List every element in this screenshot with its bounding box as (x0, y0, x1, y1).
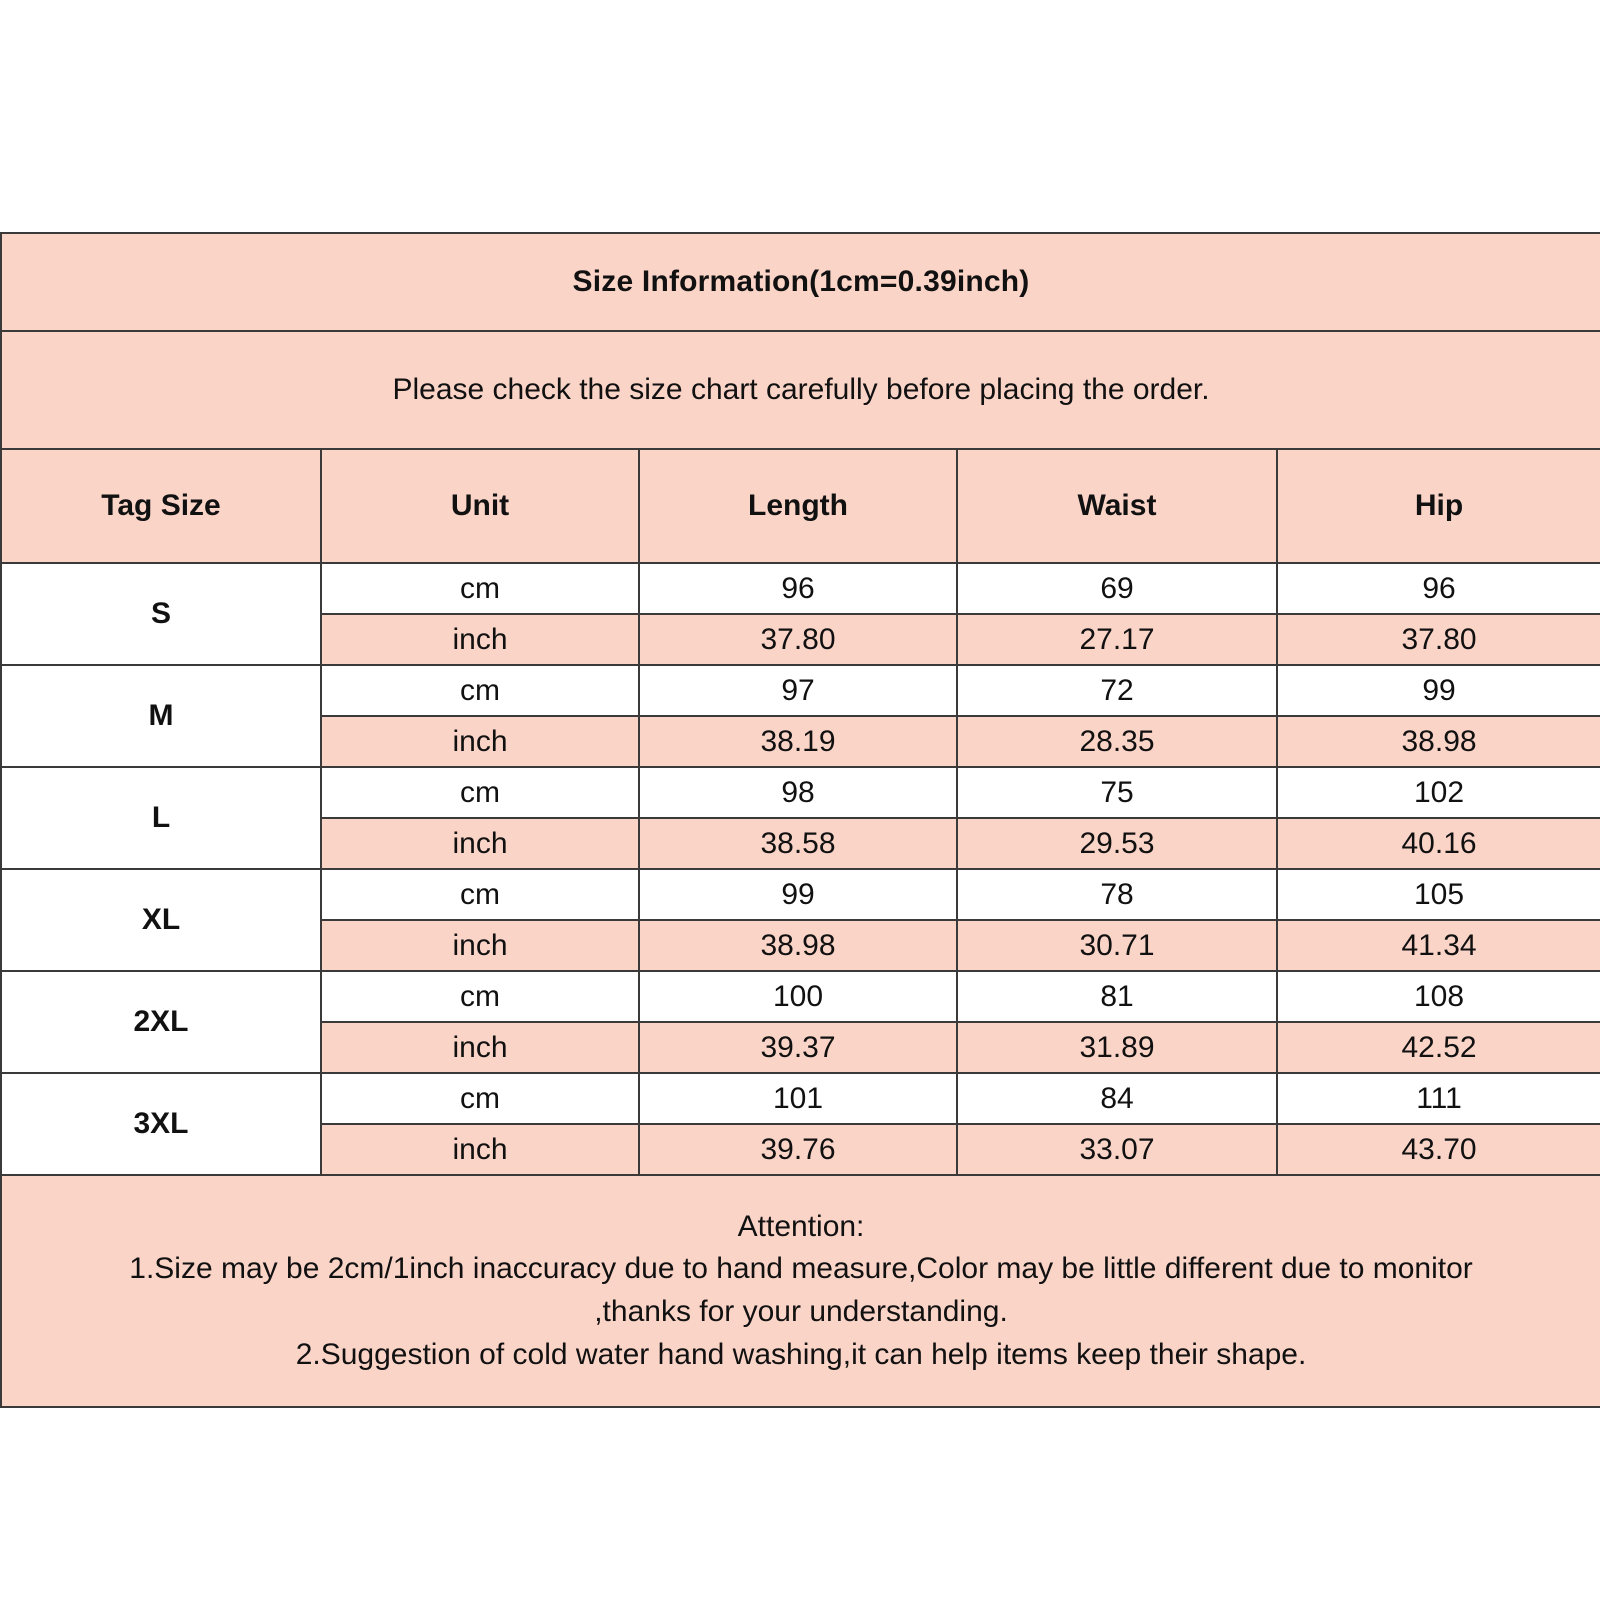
unit-cell-inch: inch (321, 1124, 639, 1175)
table-row (1, 869, 1600, 920)
hip-cell-cm: 99 (1277, 665, 1600, 716)
size-chart-sheet (0, 232, 1600, 1371)
column-header-waist: Waist (957, 449, 1277, 563)
attention-note (1, 1175, 1600, 1407)
hip-cell-inch: 38.98 (1277, 716, 1600, 767)
unit-cell-cm: cm (321, 1073, 639, 1124)
table-row (1, 665, 1600, 716)
table-row (1, 563, 1600, 614)
waist-cell-inch: 28.35 (957, 716, 1277, 767)
hip-cell-cm: 105 (1277, 869, 1600, 920)
hip-cell-cm: 102 (1277, 767, 1600, 818)
length-cell-cm: 100 (639, 971, 957, 1022)
hip-cell-inch: 40.16 (1277, 818, 1600, 869)
unit-cell-cm: cm (321, 869, 639, 920)
unit-cell-cm: cm (321, 767, 639, 818)
attention-line-3: 2.Suggestion of cold water hand washing,it can help items keep their shape. (295, 1337, 1307, 1371)
hip-cell-inch: 41.34 (1277, 920, 1600, 971)
unit-cell-inch: inch (321, 818, 639, 869)
waist-cell-inch: 30.71 (957, 920, 1277, 971)
length-cell-cm: 97 (639, 665, 957, 716)
waist-cell-cm: 75 (957, 767, 1277, 818)
length-cell-cm: 101 (639, 1073, 957, 1124)
column-header-hip: Hip (1277, 449, 1600, 563)
length-cell-cm: 99 (639, 869, 957, 920)
unit-cell-cm: cm (321, 563, 639, 614)
tag-size-cell: 2XL (1, 971, 321, 1073)
length-cell-inch: 39.37 (639, 1022, 957, 1073)
hip-cell-inch: 42.52 (1277, 1022, 1600, 1073)
hip-cell-cm: 108 (1277, 971, 1600, 1022)
table-row (1, 767, 1600, 818)
table-row (1, 971, 1600, 1022)
tag-size-cell: S (1, 563, 321, 665)
table-row-title (1, 233, 1600, 331)
length-cell-inch: 38.58 (639, 818, 957, 869)
unit-cell-inch: inch (321, 920, 639, 971)
tag-size-cell: XL (1, 869, 321, 971)
length-cell-inch: 38.19 (639, 716, 957, 767)
size-chart-table (0, 232, 1600, 1408)
table-row (1, 1073, 1600, 1124)
column-header-length: Length (639, 449, 957, 563)
waist-cell-inch: 27.17 (957, 614, 1277, 665)
waist-cell-cm: 72 (957, 665, 1277, 716)
unit-cell-inch: inch (321, 1022, 639, 1073)
table-row-subtitle (1, 331, 1600, 449)
attention-heading: Attention: (737, 1209, 865, 1243)
length-cell-inch: 37.80 (639, 614, 957, 665)
tag-size-cell: L (1, 767, 321, 869)
length-cell-cm: 96 (639, 563, 957, 614)
table-header-row (1, 449, 1600, 563)
waist-cell-cm: 81 (957, 971, 1277, 1022)
table-row-attention (1, 1175, 1600, 1407)
chart-title: Size Information(1cm=0.39inch) (1, 233, 1600, 331)
chart-subtitle: Please check the size chart carefully before placing the order. (1, 331, 1600, 449)
unit-cell-cm: cm (321, 971, 639, 1022)
attention-line-2: ,thanks for your understanding. (594, 1295, 1008, 1328)
hip-cell-inch: 43.70 (1277, 1124, 1600, 1175)
length-cell-cm: 98 (639, 767, 957, 818)
unit-cell-inch: inch (321, 614, 639, 665)
length-cell-inch: 38.98 (639, 920, 957, 971)
waist-cell-cm: 78 (957, 869, 1277, 920)
tag-size-cell: 3XL (1, 1073, 321, 1175)
tag-size-cell: M (1, 665, 321, 767)
waist-cell-inch: 31.89 (957, 1022, 1277, 1073)
hip-cell-cm: 96 (1277, 563, 1600, 614)
hip-cell-inch: 37.80 (1277, 614, 1600, 665)
length-cell-inch: 39.76 (639, 1124, 957, 1175)
unit-cell-cm: cm (321, 665, 639, 716)
waist-cell-inch: 29.53 (957, 818, 1277, 869)
column-header-tag-size: Tag Size (1, 449, 321, 563)
unit-cell-inch: inch (321, 716, 639, 767)
attention-line-1: 1.Size may be 2cm/1inch inaccuracy due to hand measure,Color may be little different due to monitor (129, 1252, 1473, 1286)
hip-cell-cm: 111 (1277, 1073, 1600, 1124)
column-header-unit: Unit (321, 449, 639, 563)
waist-cell-cm: 84 (957, 1073, 1277, 1124)
waist-cell-inch: 33.07 (957, 1124, 1277, 1175)
waist-cell-cm: 69 (957, 563, 1277, 614)
